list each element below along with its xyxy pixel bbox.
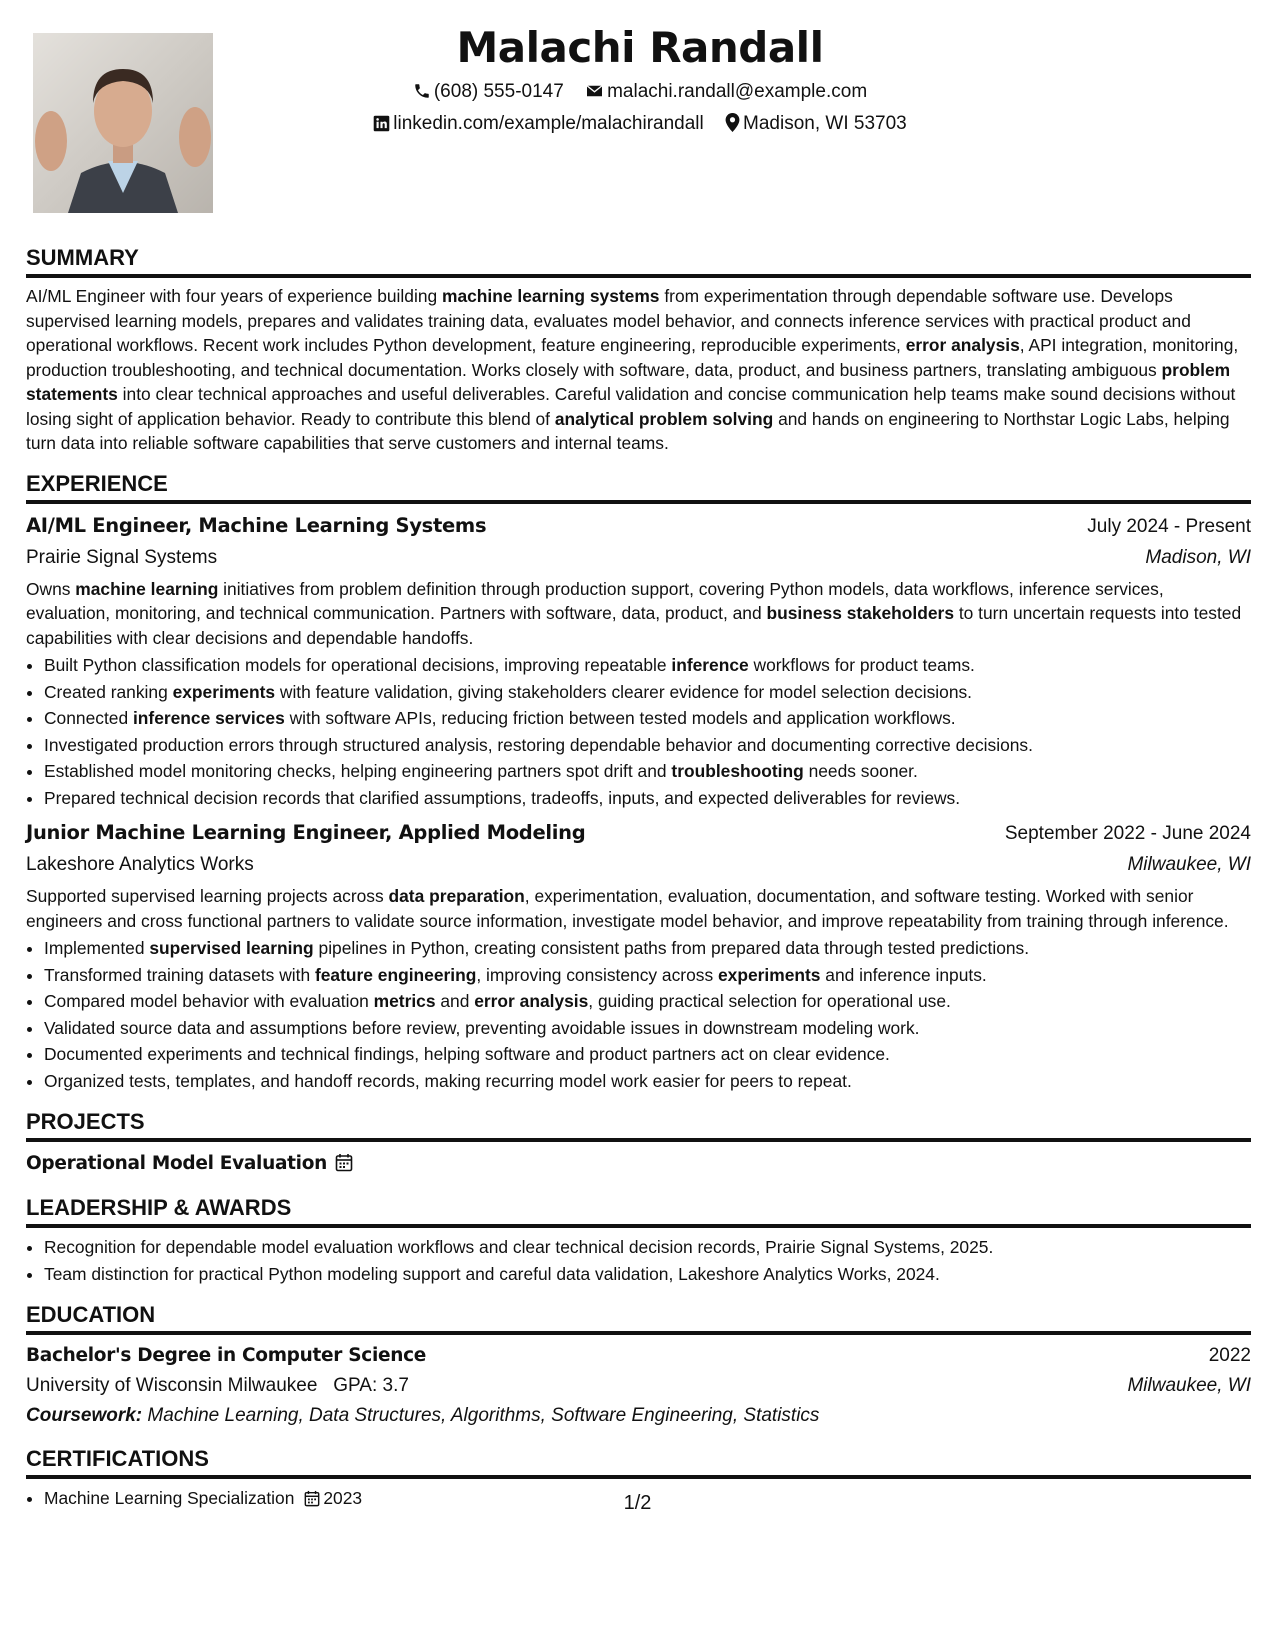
email-text[interactable]: malachi.randall@example.com xyxy=(607,81,868,102)
phone xyxy=(413,76,564,108)
bullet-item xyxy=(44,705,1251,732)
text-run: and inference inputs. xyxy=(820,964,987,985)
bullet-item xyxy=(44,1015,1251,1042)
email[interactable] xyxy=(585,76,867,108)
certification-name: Machine Learning Specialization xyxy=(44,1488,295,1508)
bold-keyword: inference services xyxy=(132,708,285,728)
certification-year: 2023 xyxy=(323,1488,363,1508)
linkedin-text[interactable]: linkedin.com/example/malachirandall xyxy=(393,113,704,134)
experience-section xyxy=(26,470,1251,1095)
job-title: Junior Machine Learning Engineer, Applied Modeling xyxy=(26,821,586,844)
text-run: Transformed training datasets with xyxy=(44,964,315,985)
bullet-item xyxy=(44,732,1251,759)
school-name: University of Wisconsin Milwaukee xyxy=(26,1375,318,1396)
text-run: Supported supervised learning projects across xyxy=(26,886,389,906)
job-location: Madison, WI xyxy=(1145,546,1251,568)
text-run: Built Python classification models for operational decisions, improving repeatable xyxy=(44,655,672,675)
job-bullets xyxy=(26,935,1251,1094)
text-run: needs sooner. xyxy=(803,761,918,781)
text-run: , improving consistency across xyxy=(476,964,718,985)
bold-keyword: data preparation xyxy=(388,886,525,906)
job-bullets xyxy=(26,652,1251,811)
bullet-item xyxy=(44,1041,1251,1068)
education-section xyxy=(26,1301,1251,1431)
bold-keyword: feature engineering xyxy=(314,964,477,985)
bullet-item xyxy=(44,962,1251,989)
text-run: from experimentation through dependable software use. Develops supervised learning models, prepares and validates training data, evaluates model behavior, and connects inference services with practical product and operational workflows. Recent work includes Python development, feature engineering, reproducible experiments, xyxy=(26,286,1191,355)
certifications-heading: CERTIFICATIONS xyxy=(26,1445,1251,1479)
job-title: AI/ML Engineer, Machine Learning Systems xyxy=(26,513,487,537)
bold-keyword: experiments xyxy=(718,964,821,985)
text-run: Owns xyxy=(26,578,76,599)
text-run: and xyxy=(435,991,475,1011)
leadership-heading: LEADERSHIP & AWARDS xyxy=(26,1194,1251,1228)
phone-icon xyxy=(413,82,431,100)
text-run: with software APIs, reducing friction between tested models and application workflows. xyxy=(284,708,956,728)
text-run: Connected xyxy=(44,708,133,728)
calendar-icon xyxy=(335,1153,353,1172)
job-location: Milwaukee, WI xyxy=(1127,854,1251,875)
text-run: , experimentation, evaluation, documentation, and software testing. Worked with senior engineers and cross functional partners to validate source information, investigate model behavior, and improve repeatability from training through inference. xyxy=(26,886,1229,931)
text-run: Documented experiments and technical findings, helping software and product partners act on clear evidence. xyxy=(44,1044,890,1064)
text-run: workflows for product teams. xyxy=(748,655,975,675)
project-entry xyxy=(26,1148,1251,1180)
job-entry xyxy=(26,817,1251,1094)
text-run: Implemented xyxy=(44,938,150,958)
job-description xyxy=(26,884,1251,933)
map-pin-icon xyxy=(725,113,740,132)
degree: Bachelor's Degree in Computer Science xyxy=(26,1345,427,1366)
bold-keyword: metrics xyxy=(373,991,436,1011)
page-number: 1/2 xyxy=(623,1492,652,1514)
phone-text: (608) 555-0147 xyxy=(433,81,564,102)
bullet-item xyxy=(44,988,1251,1015)
bold-keyword: error analysis xyxy=(474,991,589,1011)
text-run: to turn uncertain requests into tested capabilities with clear decisions and dependable handoffs. xyxy=(26,603,1242,648)
bullet-item xyxy=(44,935,1251,962)
bold-keyword: inference xyxy=(671,655,749,675)
text-run: Investigated production errors through structured analysis, restoring dependable behavior and documenting corrective decisions. xyxy=(44,734,1033,755)
award-item: • Team distinction for practical Python modeling support and careful data validation, Lakeshore Analytics Works, 2024. xyxy=(44,1261,1251,1288)
bold-keyword: machine learning xyxy=(75,578,219,599)
summary-section xyxy=(26,244,1251,456)
text-run: pipelines in Python, creating consistent paths from prepared data through tested predictions. xyxy=(313,938,1030,958)
experience-heading: EXPERIENCE xyxy=(26,470,1251,504)
text-run: Prepared technical decision records that clarified assumptions, tradeoffs, inputs, and expected deliverables for reviews. xyxy=(44,787,961,808)
summary-text xyxy=(26,284,1251,456)
leadership-section xyxy=(26,1194,1251,1287)
text-run: initiatives from problem definition through production support, covering Python models, data workflows, inference services, evaluation, monitoring, and technical communication. Partners with software, data, product, and xyxy=(26,578,1164,623)
profile-photo xyxy=(33,33,213,213)
bold-keyword: problem statements xyxy=(26,359,1231,404)
bold-keyword: supervised learning xyxy=(149,938,314,958)
text-run: , guiding practical selection for operational use. xyxy=(588,991,951,1011)
text-run: into clear technical approaches and useful deliverables. Careful validation and concise communication help teams make sound decisions without losing sight of application behavior. Ready to contribute this blend of xyxy=(26,384,1236,429)
contact-line-1 xyxy=(260,76,1020,108)
bold-keyword: troubleshooting xyxy=(671,761,804,781)
award-item: • Recognition for dependable model evaluation workflows and clear technical decision records, Prairie Signal Systems, 2025. xyxy=(44,1234,1251,1261)
award-list xyxy=(26,1234,1251,1287)
bullet-item xyxy=(44,1068,1251,1095)
candidate-name: Malachi Randall xyxy=(456,23,824,72)
coursework-label: Coursework: xyxy=(26,1405,143,1426)
text-run: Established model monitoring checks, helping engineering partners spot drift and xyxy=(44,761,672,781)
linkedin-icon xyxy=(373,115,390,132)
bullet-item xyxy=(44,785,1251,812)
text-run: Compared model behavior with evaluation xyxy=(44,991,374,1011)
location xyxy=(725,108,907,140)
text-run: Created ranking xyxy=(44,681,173,702)
company-name: Prairie Signal Systems xyxy=(26,546,218,568)
location-text: Madison, WI 53703 xyxy=(743,113,907,134)
projects-section xyxy=(26,1108,1251,1180)
job-dates: September 2022 - June 2024 xyxy=(1004,823,1251,844)
bold-keyword: experiments xyxy=(172,681,276,702)
company-name: Lakeshore Analytics Works xyxy=(26,854,254,875)
graduation-year: 2022 xyxy=(1208,1345,1251,1366)
bullet-item xyxy=(44,679,1251,706)
bold-keyword: error analysis xyxy=(905,335,1020,355)
text-run: and hands on engineering to Northstar Logic Labs, helping turn data into reliable software capabilities that serve customers and internal teams. xyxy=(26,408,1230,453)
projects-heading: PROJECTS xyxy=(26,1108,1251,1142)
coursework-list: Machine Learning, Data Structures, Algorithms, Software Engineering, Statistics xyxy=(147,1405,820,1426)
envelope-icon xyxy=(585,82,604,100)
gpa: GPA: 3.7 xyxy=(333,1375,409,1396)
job-dates: July 2024 - Present xyxy=(1087,515,1251,537)
resume-header xyxy=(260,20,1020,140)
bold-keyword: business stakeholders xyxy=(766,603,954,623)
summary-heading: SUMMARY xyxy=(26,244,1251,278)
resume-body xyxy=(26,244,1251,1526)
bullet-item xyxy=(44,652,1251,679)
job-entry xyxy=(26,510,1251,812)
education-heading: EDUCATION xyxy=(26,1301,1251,1335)
bullet-item xyxy=(44,758,1251,785)
bold-keyword: machine learning systems xyxy=(442,286,660,306)
job-description xyxy=(26,577,1251,651)
school-location: Milwaukee, WI xyxy=(1127,1375,1251,1396)
project-name: Operational Model Evaluation xyxy=(26,1153,327,1174)
contact-line-2 xyxy=(260,108,1020,140)
text-run: , API integration, monitoring, production troubleshooting, and technical documentation. Works closely with software, data, product, and business partners, translating ambiguous xyxy=(26,335,1239,380)
text-run: Validated source data and assumptions before review, preventing avoidable issues in downstream modeling work. xyxy=(44,1017,920,1038)
text-run: with feature validation, giving stakeholders clearer evidence for model selection decisions. xyxy=(275,681,973,702)
linkedin[interactable] xyxy=(373,108,704,140)
bold-keyword: analytical problem solving xyxy=(554,408,774,429)
text-run: Organized tests, templates, and handoff records, making recurring model work easier for peers to repeat. xyxy=(44,1070,852,1091)
coursework xyxy=(26,1401,1251,1431)
text-run: AI/ML Engineer with four years of experience building xyxy=(26,286,442,306)
